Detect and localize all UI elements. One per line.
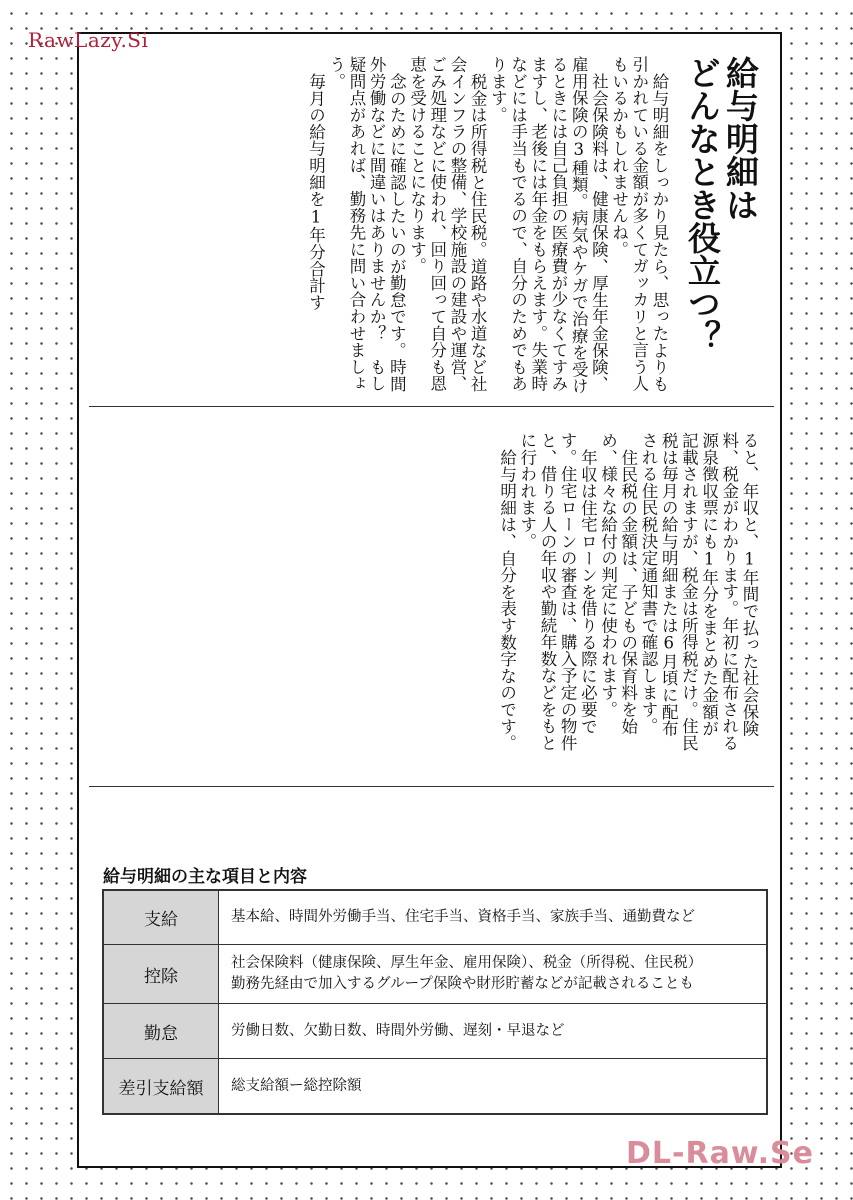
row-content-line: 労働日数、欠勤日数、時間外労働、遅刻・早退など [231,1022,565,1039]
table-row [104,945,766,1004]
paragraph: 税金は所得税と住民税。道路や水道など社会インフラの整備、学校施設の建設や運営、ごみ処理などに使われ、回り回って自分も恩恵を受けることになります。 [407,56,488,392]
row-content-line: 基本給、時間外労働手当、住宅手当、資格手当、家族手当、通勤費など [231,909,695,925]
paragraph: 年収は住宅ローンを借りる際に必要です。住宅ローンの審査は、購入予定の物件と、借りる人の年収や勤続年数などをもとに行われます。 [517,432,598,752]
row-label: 控除 [104,945,219,1003]
heading-line-1: 給与明細は [721,56,760,221]
watermark-top: RawLazy.Si [28,28,149,52]
row-content [219,945,766,1003]
article-page [77,32,782,1168]
paragraph: 住民税の金額は、子どもの保育料を始め、様々な給付の判定に使われます。 [598,432,638,735]
row-label: 勤怠 [104,1004,219,1058]
row-content [219,1059,766,1113]
section2-body [259,432,759,752]
row-content [219,1004,766,1058]
watermark-bottom: DL-Raw.Se [626,1136,814,1171]
table-title: 給与明細の主な項目と内容 [103,867,307,887]
heading-line-2: どんなとき役立つ？ [683,56,722,353]
divider [89,786,774,787]
paragraph: 給与明細は、自分を表す数字なのです。 [497,448,517,751]
row-content-line: 社会保険料（健康保険、厚生年金、雇用保険）、税金（所得税、住民税） [231,955,703,971]
row-content [219,891,766,944]
paragraph: 念のために確認したいのが勤怠です。時間外労働などに間違いはありませんか？ もし疑問点があれば、勤務先に問い合わせましょう。 [326,56,407,392]
section1-body [305,56,669,396]
divider [89,406,774,407]
table-row [104,1059,766,1113]
paragraph: ると、年収と、1年間で払った社会保険料、税金がわかります。年初に配布される源泉徴収票にも1年分をまとめた金額が記載されますが、税金は所得税だけ。住民税は毎月の給与明細または6月頃に配布される住民税決定通知書で確認します。 [638,432,759,752]
table-row [104,1004,766,1059]
paragraph: 給与明細をしっかり見たら、思ったよりも引かれている金額が多くてガッカリと言う人もいるかもしれませんね。 [609,56,669,392]
paragraph: 社会保険料は、健康保険、厚生年金保険、雇用保険の3種類。病気やケガで治療を受けるときには自己負担の医療費が少なくてすみますし、老後には年金をもらえます。失業時などには手当もでるので、自分のためでもあります。 [488,56,609,395]
row-content-line: 総支給額ー総控除額 [231,1077,362,1094]
row-content-line: 勤務先経由で加入するグループ保険や財形貯蓄などが記載されることも [231,976,694,992]
section-salary-slip-uses [99,56,759,396]
row-label: 差引支給額 [104,1059,219,1113]
row-label: 支給 [104,891,219,944]
section-heading [683,56,759,396]
table-row [104,891,766,945]
paragraph: 毎月の給与明細を1年分合計す [306,72,326,311]
salary-items-table [102,889,768,1115]
